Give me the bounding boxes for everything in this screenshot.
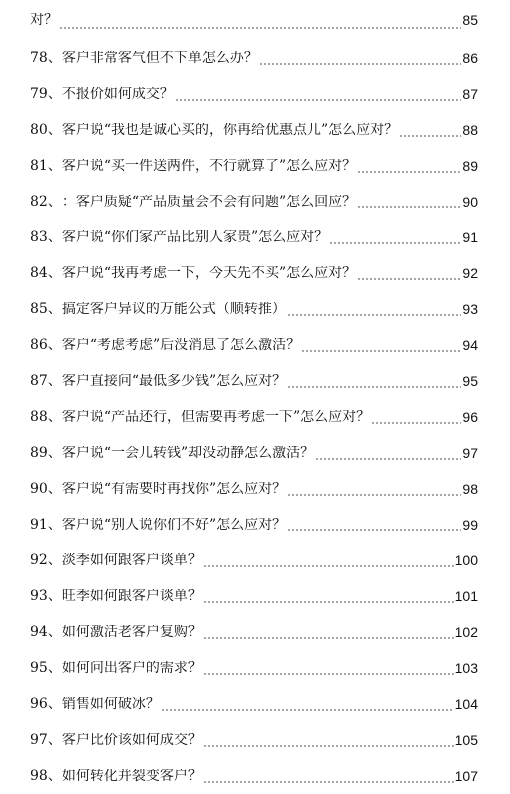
toc-entry-title: 客户说“有需要时再找你”怎么应对？	[61, 481, 287, 496]
toc-entry[interactable]	[30, 363, 478, 399]
toc-entry-page: 95	[462, 372, 478, 389]
dot-leader	[203, 745, 454, 747]
toc-entry-number: 78、	[30, 49, 62, 66]
toc-entry-page: 97	[462, 444, 478, 461]
toc-entry-title: 不报价如何成交？	[61, 86, 174, 101]
toc-entry[interactable]	[30, 758, 478, 794]
toc-entry-number: 89、	[30, 444, 62, 461]
toc-entry-number: 92、	[30, 552, 62, 569]
toc-entry-title: 旺季如何跟客户谈单？	[61, 589, 202, 604]
toc-entry[interactable]	[30, 255, 478, 291]
dot-leader	[399, 135, 461, 137]
toc-entry[interactable]	[30, 578, 478, 614]
toc-entry[interactable]	[30, 148, 478, 184]
dot-leader	[203, 781, 454, 783]
dot-leader	[357, 171, 461, 173]
toc-entry-title: 客户说“产品还行，但需要再考虑一下”怎么应对？	[61, 409, 371, 424]
toc-entry-page: 98	[462, 480, 478, 497]
toc-entry-page: 99	[462, 516, 478, 533]
toc-entry[interactable]	[30, 614, 478, 650]
toc-entry-number: 81、	[30, 157, 62, 174]
toc-entry-page: 102	[454, 624, 478, 641]
toc-entry[interactable]	[30, 650, 478, 686]
toc-entry-number: 95、	[30, 660, 62, 677]
dot-leader	[301, 350, 461, 352]
toc-entry[interactable]	[30, 542, 478, 578]
toc-entry-title: 客户比价该如何成交？	[61, 732, 202, 747]
dot-leader	[287, 314, 461, 316]
toc-entry-title: 客户直接问“最低多少钱”怎么应对？	[61, 373, 287, 388]
dot-leader	[59, 27, 461, 29]
toc-entry[interactable]	[30, 399, 478, 435]
toc-entry[interactable]	[30, 40, 478, 76]
toc-entry[interactable]	[30, 112, 478, 148]
dot-leader	[357, 206, 461, 208]
toc-entry-title: 客户说“一会儿转钱”却没动静怎么激活？	[61, 445, 315, 460]
dot-leader	[287, 529, 461, 531]
toc-entry[interactable]	[30, 435, 478, 471]
dot-leader	[287, 494, 461, 496]
toc-entry-number: 86、	[30, 337, 62, 354]
toc-entry-page: 92	[462, 265, 478, 282]
toc-entry-page: 89	[462, 157, 478, 174]
toc-entry-page: 107	[454, 767, 478, 784]
toc-entry-page: 96	[462, 408, 478, 425]
toc-entry-page: 85	[462, 12, 478, 28]
toc-entry-title: ：客户质疑“产品质量会不会有问题”怎么回应？	[61, 194, 357, 209]
dot-leader	[357, 278, 461, 280]
toc-entry-number: 82、	[30, 193, 62, 210]
toc-entry[interactable]	[30, 76, 478, 112]
toc-entry-page: 94	[462, 337, 478, 354]
toc-entry-title: 客户说“你们家产品比别人家贵”怎么应对？	[61, 230, 329, 245]
toc-entry-number: 87、	[30, 372, 62, 389]
toc-entry[interactable]	[30, 471, 478, 507]
toc-entry-title: 如何转化并裂变客户？	[61, 768, 202, 783]
toc-entry-number: 83、	[30, 229, 62, 246]
dot-leader	[203, 637, 454, 639]
toc-entry-number: 98、	[30, 767, 62, 784]
toc-entry-number: 93、	[30, 588, 62, 605]
dot-leader	[161, 709, 454, 711]
toc-entry[interactable]	[30, 327, 478, 363]
toc-entry-page: 91	[462, 229, 478, 246]
toc-entry-title: 淡季如何跟客户谈单？	[61, 553, 202, 568]
dot-leader	[203, 673, 454, 675]
toc-entry-number: 97、	[30, 731, 62, 748]
toc-entry-number: 88、	[30, 408, 62, 425]
toc-entry-title: 客户说“我也是诚心买的，你再给优惠点儿”怎么应对？	[61, 122, 399, 137]
toc-entry-title: 客户说“我再考虑一下，今天先不买”怎么应对？	[61, 266, 357, 281]
toc-entry-page: 93	[462, 301, 478, 318]
toc-entry-number: 90、	[30, 480, 62, 497]
dot-leader	[329, 242, 461, 244]
toc-entry-page: 104	[454, 695, 478, 712]
toc-entry[interactable]	[30, 291, 478, 327]
toc-entry-page: 86	[462, 49, 478, 66]
toc-entry-number: 84、	[30, 265, 62, 282]
toc-entry[interactable]	[30, 0, 478, 40]
dot-leader	[203, 565, 454, 567]
toc-entry[interactable]	[30, 686, 478, 722]
toc-entry-title: 客户说“买一件送两件，不行就算了”怎么应对？	[61, 158, 357, 173]
toc-entry-page: 101	[454, 588, 478, 605]
dot-leader	[203, 601, 454, 603]
toc-entry-title: 如何问出客户的需求？	[61, 661, 202, 676]
dot-leader	[287, 386, 461, 388]
toc-entry-number: 91、	[30, 516, 62, 533]
table-of-contents	[30, 0, 478, 794]
toc-entry-title: 客户非常客气但不下单怎么办？	[61, 50, 258, 65]
toc-entry-title: 客户“考虑考虑”后没消息了怎么激活？	[61, 338, 301, 353]
toc-entry-number: 80、	[30, 121, 62, 138]
toc-entry-number: 96、	[30, 695, 62, 712]
toc-entry-number: 85、	[30, 301, 62, 318]
toc-entry[interactable]	[30, 184, 478, 220]
toc-entry-page: 105	[454, 731, 478, 748]
dot-leader	[259, 63, 461, 65]
toc-entry-title: 搞定客户异议的万能公式（顺转推）	[61, 302, 286, 317]
toc-entry-page: 87	[462, 85, 478, 102]
toc-entry-title: 如何激活老客户复购？	[61, 625, 202, 640]
toc-entry-number: 79、	[30, 85, 62, 102]
toc-entry[interactable]	[30, 722, 478, 758]
toc-entry-page: 88	[462, 121, 478, 138]
toc-entry-title: 销售如何破冰？	[61, 696, 160, 711]
dot-leader	[315, 458, 461, 460]
toc-entry-title: 客户说“别人说你们不好”怎么应对？	[61, 517, 287, 532]
toc-entry-title: 对？	[30, 13, 58, 27]
toc-entry-number: 94、	[30, 624, 62, 641]
toc-entry-page: 103	[454, 660, 478, 677]
dot-leader	[371, 422, 461, 424]
dot-leader	[175, 99, 461, 101]
toc-entry-page: 100	[454, 552, 478, 569]
toc-entry-page: 90	[462, 193, 478, 210]
toc-entry[interactable]	[30, 219, 478, 255]
toc-entry[interactable]	[30, 507, 478, 543]
